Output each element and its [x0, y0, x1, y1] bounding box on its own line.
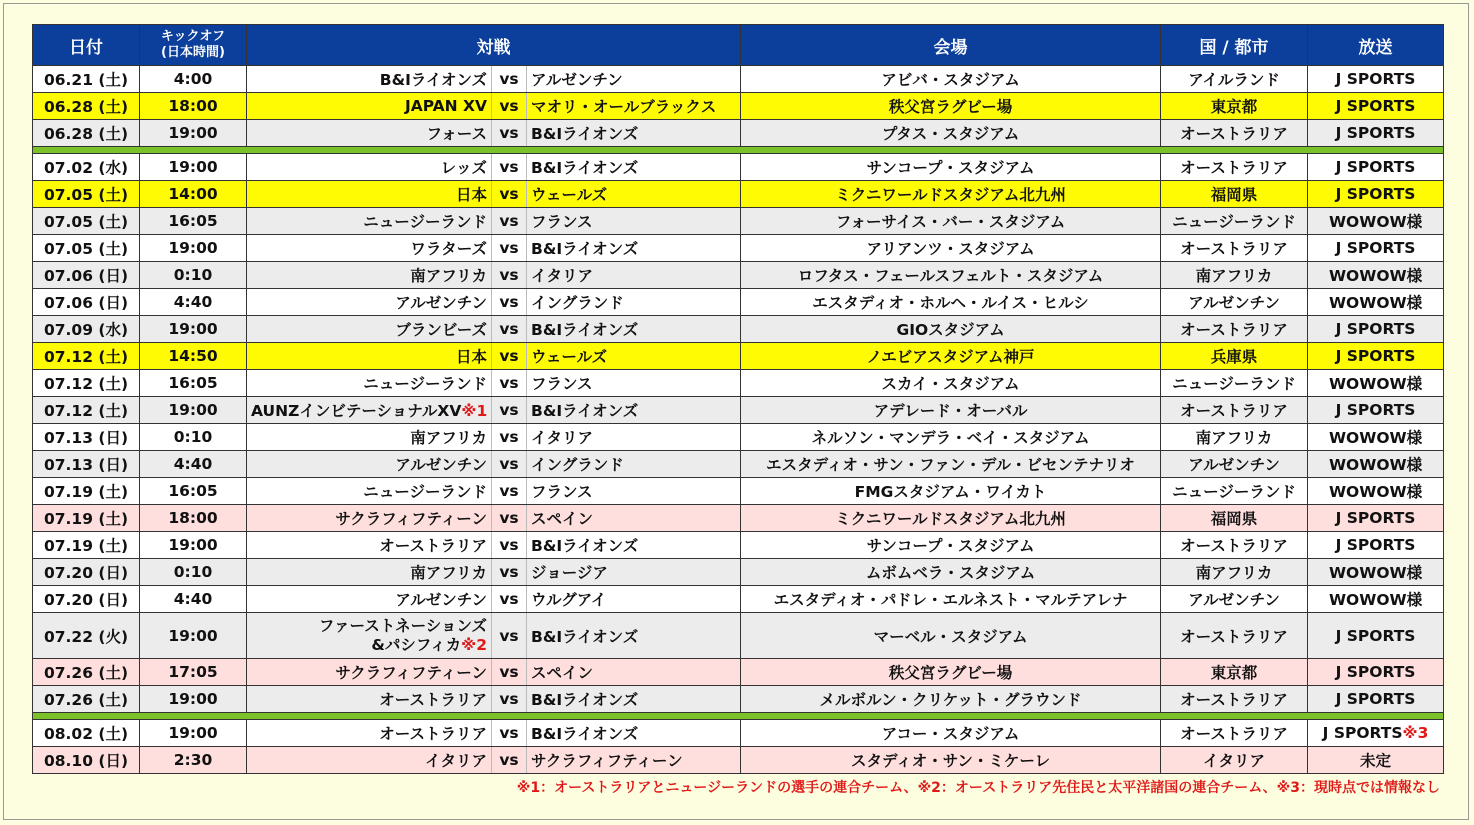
table-row	[33, 343, 1444, 370]
away-team-cell: B&Iライオンズ	[527, 397, 741, 424]
broadcast-cell	[1308, 93, 1444, 120]
broadcast-name: J SPORTS	[1335, 320, 1416, 338]
header-city: 国 / 都市	[1161, 25, 1308, 66]
away-team-cell: ジョージア	[527, 559, 741, 586]
venue-cell: エスタディオ・サン・ファン・デル・ビセンテナリオ	[741, 451, 1161, 478]
vs-label: vs	[492, 262, 527, 289]
table-row	[33, 451, 1444, 478]
broadcast-cell	[1308, 424, 1444, 451]
schedule-body	[33, 66, 1444, 774]
home-team-name: オーストラリア	[379, 537, 487, 555]
kickoff-cell: 0:10	[140, 559, 247, 586]
away-team-cell: B&Iライオンズ	[527, 120, 741, 147]
city-cell: ニュージーランド	[1161, 208, 1308, 235]
kickoff-cell: 17:05	[140, 659, 247, 686]
home-team-name: フォース	[426, 125, 487, 143]
kickoff-cell: 14:50	[140, 343, 247, 370]
vs-label: vs	[492, 343, 527, 370]
vs-label: vs	[492, 397, 527, 424]
date-cell: 07.19 (土)	[33, 478, 140, 505]
broadcast-name: J SPORTS	[1335, 239, 1416, 257]
home-team-cell	[247, 747, 492, 774]
vs-label: vs	[492, 154, 527, 181]
kickoff-cell: 2:30	[140, 747, 247, 774]
city-cell: オーストラリア	[1161, 720, 1308, 747]
city-cell: オーストラリア	[1161, 120, 1308, 147]
venue-cell: マーベル・スタジアム	[741, 613, 1161, 659]
home-team-name: ニュージーランド	[363, 213, 487, 231]
broadcast-name: WOWOW様	[1328, 267, 1423, 285]
home-team-name: 南アフリカ	[410, 267, 487, 285]
city-cell: アルゼンチン	[1161, 289, 1308, 316]
date-cell: 07.02 (水)	[33, 154, 140, 181]
home-team-cell	[247, 181, 492, 208]
away-team-cell: イングランド	[527, 451, 741, 478]
date-cell: 08.02 (土)	[33, 720, 140, 747]
vs-label: vs	[492, 181, 527, 208]
table-row	[33, 505, 1444, 532]
table-row	[33, 720, 1444, 747]
venue-cell: メルボルン・クリケット・グラウンド	[741, 686, 1161, 713]
vs-label: vs	[492, 235, 527, 262]
table-row	[33, 686, 1444, 713]
table-row	[33, 586, 1444, 613]
home-team-cell	[247, 208, 492, 235]
kickoff-cell: 19:00	[140, 120, 247, 147]
broadcast-name: WOWOW様	[1328, 564, 1423, 582]
home-team-cell	[247, 532, 492, 559]
home-team-name: 日本	[455, 348, 487, 366]
vs-label: vs	[492, 208, 527, 235]
away-team-cell: ウェールズ	[527, 343, 741, 370]
home-team-cell	[247, 397, 492, 424]
broadcast-cell	[1308, 532, 1444, 559]
venue-cell: ロフタス・フェールスフェルト・スタジアム	[741, 262, 1161, 289]
kickoff-cell: 16:05	[140, 208, 247, 235]
header-row	[33, 25, 1444, 66]
home-team-name: オーストラリア	[379, 725, 487, 743]
vs-label: vs	[492, 316, 527, 343]
kickoff-cell: 19:00	[140, 154, 247, 181]
broadcast-cell	[1308, 451, 1444, 478]
date-cell: 07.19 (土)	[33, 532, 140, 559]
home-team-name: AUNZインビテーショナルXV	[251, 402, 462, 420]
home-team-name: レッズ	[440, 159, 487, 177]
date-cell: 07.05 (土)	[33, 235, 140, 262]
broadcast-name: J SPORTS	[1335, 158, 1416, 176]
table-row	[33, 289, 1444, 316]
home-team-cell	[247, 154, 492, 181]
broadcast-cell	[1308, 686, 1444, 713]
broadcast-cell	[1308, 235, 1444, 262]
city-cell: オーストラリア	[1161, 686, 1308, 713]
date-cell: 07.13 (日)	[33, 451, 140, 478]
date-cell: 06.21 (土)	[33, 66, 140, 93]
vs-label: vs	[492, 424, 527, 451]
table-row	[33, 181, 1444, 208]
broadcast-cell	[1308, 397, 1444, 424]
table-row	[33, 316, 1444, 343]
broadcast-cell	[1308, 316, 1444, 343]
broadcast-name: WOWOW様	[1328, 591, 1423, 609]
away-team-cell: フランス	[527, 208, 741, 235]
home-team-name: ファーストネーションズ	[318, 616, 487, 635]
header-date: 日付	[33, 25, 140, 66]
venue-cell: スタディオ・サン・ミケーレ	[741, 747, 1161, 774]
away-team-cell: アルゼンチン	[527, 66, 741, 93]
city-cell: アイルランド	[1161, 66, 1308, 93]
header-kickoff-line2: (日本時間)	[161, 45, 225, 60]
vs-label: vs	[492, 505, 527, 532]
home-team-name: 南アフリカ	[410, 429, 487, 447]
city-cell: 南アフリカ	[1161, 262, 1308, 289]
away-team-cell: ウルグアイ	[527, 586, 741, 613]
away-team-cell: ウェールズ	[527, 181, 741, 208]
kickoff-cell: 19:00	[140, 532, 247, 559]
home-team-name: サクラフィフティーン	[335, 510, 487, 528]
home-team-cell	[247, 613, 492, 659]
home-team-name: ニュージーランド	[363, 483, 487, 501]
home-team-cell	[247, 478, 492, 505]
vs-label: vs	[492, 370, 527, 397]
broadcast-name: WOWOW様	[1328, 213, 1423, 231]
venue-cell: スカイ・スタジアム	[741, 370, 1161, 397]
broadcast-name: WOWOW様	[1328, 294, 1423, 312]
block-separator	[33, 147, 1444, 154]
home-team-cell	[247, 316, 492, 343]
broadcast-name: J SPORTS	[1335, 124, 1416, 142]
date-cell: 07.12 (土)	[33, 370, 140, 397]
city-cell: オーストラリア	[1161, 397, 1308, 424]
away-team-cell: B&Iライオンズ	[527, 720, 741, 747]
broadcast-cell	[1308, 181, 1444, 208]
venue-cell: 秩父宮ラグビー場	[741, 659, 1161, 686]
broadcast-name: J SPORTS	[1335, 626, 1416, 645]
venue-cell: フォーサイス・バー・スタジアム	[741, 208, 1161, 235]
separator-cell	[33, 713, 1444, 720]
vs-label: vs	[492, 451, 527, 478]
date-cell: 06.28 (土)	[33, 120, 140, 147]
home-team-name: アルゼンチン	[395, 294, 487, 312]
venue-cell: サンコープ・スタジアム	[741, 154, 1161, 181]
table-row	[33, 66, 1444, 93]
vs-label: vs	[492, 120, 527, 147]
header-kickoff-line1: キックオフ	[160, 29, 226, 44]
broadcast-name: J SPORTS	[1322, 724, 1403, 742]
away-team-cell: B&Iライオンズ	[527, 532, 741, 559]
kickoff-cell: 16:05	[140, 478, 247, 505]
broadcast-name: 未定	[1360, 752, 1392, 770]
venue-cell: アリアンツ・スタジアム	[741, 235, 1161, 262]
footnote-mark: ※1	[461, 402, 488, 420]
date-cell: 07.05 (土)	[33, 208, 140, 235]
home-team-name: 南アフリカ	[410, 564, 487, 582]
kickoff-cell: 19:00	[140, 316, 247, 343]
venue-cell: FMGスタジアム・ワイカト	[741, 478, 1161, 505]
vs-label: vs	[492, 289, 527, 316]
venue-cell: ミクニワールドスタジアム北九州	[741, 505, 1161, 532]
kickoff-cell: 18:00	[140, 93, 247, 120]
city-cell: 東京都	[1161, 659, 1308, 686]
home-team-name: アルゼンチン	[395, 456, 487, 474]
vs-label: vs	[492, 93, 527, 120]
broadcast-cell	[1308, 559, 1444, 586]
home-team-cell	[247, 559, 492, 586]
city-cell: オーストラリア	[1161, 613, 1308, 659]
kickoff-cell: 19:00	[140, 235, 247, 262]
city-cell: 福岡県	[1161, 505, 1308, 532]
venue-cell: ノエビアスタジアム神戸	[741, 343, 1161, 370]
venue-cell: プタス・スタジアム	[741, 120, 1161, 147]
vs-label: vs	[492, 720, 527, 747]
kickoff-cell: 4:40	[140, 451, 247, 478]
table-row	[33, 424, 1444, 451]
away-team-cell: スペイン	[527, 505, 741, 532]
kickoff-cell: 19:00	[140, 613, 247, 659]
table-row	[33, 559, 1444, 586]
footnote-mark: ※3	[1402, 724, 1429, 742]
home-team-cell	[247, 720, 492, 747]
vs-label: vs	[492, 747, 527, 774]
city-cell: アルゼンチン	[1161, 586, 1308, 613]
footnote: ※1：オーストラリアとニュージーランドの選手の連合チーム、※2：オーストラリア先住民と太平洋諸国の連合チーム、※3：現時点では情報なし	[516, 780, 1440, 796]
home-team-cell	[247, 451, 492, 478]
date-cell: 07.09 (水)	[33, 316, 140, 343]
city-cell: 南アフリカ	[1161, 424, 1308, 451]
broadcast-cell	[1308, 659, 1444, 686]
city-cell: アルゼンチン	[1161, 451, 1308, 478]
table-row	[33, 93, 1444, 120]
home-team-name: ワラターズ	[410, 240, 487, 258]
date-cell: 08.10 (日)	[33, 747, 140, 774]
away-team-cell: イタリア	[527, 262, 741, 289]
broadcast-name: J SPORTS	[1335, 663, 1416, 681]
kickoff-cell: 19:00	[140, 397, 247, 424]
kickoff-cell: 0:10	[140, 424, 247, 451]
venue-cell: アビバ・スタジアム	[741, 66, 1161, 93]
home-team-name: B&Iライオンズ	[379, 71, 487, 89]
broadcast-name: WOWOW様	[1328, 375, 1423, 393]
date-cell: 07.26 (土)	[33, 659, 140, 686]
date-cell: 07.12 (土)	[33, 343, 140, 370]
home-team-cell	[247, 370, 492, 397]
city-cell: オーストラリア	[1161, 235, 1308, 262]
broadcast-cell	[1308, 613, 1444, 659]
table-row	[33, 532, 1444, 559]
table-row	[33, 478, 1444, 505]
home-team-cell	[247, 262, 492, 289]
vs-label: vs	[492, 532, 527, 559]
broadcast-cell	[1308, 120, 1444, 147]
city-cell: ニュージーランド	[1161, 370, 1308, 397]
kickoff-cell: 14:00	[140, 181, 247, 208]
home-team-cell	[247, 686, 492, 713]
venue-cell: GIOスタジアム	[741, 316, 1161, 343]
header-broadcast: 放送	[1308, 25, 1444, 66]
home-team-cell	[247, 235, 492, 262]
city-cell: 福岡県	[1161, 181, 1308, 208]
date-cell: 07.20 (日)	[33, 559, 140, 586]
table-row	[33, 613, 1444, 659]
venue-cell: ネルソン・マンデラ・ベイ・スタジアム	[741, 424, 1161, 451]
broadcast-name: J SPORTS	[1335, 70, 1416, 88]
venue-cell: ムボムベラ・スタジアム	[741, 559, 1161, 586]
venue-cell: サンコープ・スタジアム	[741, 532, 1161, 559]
kickoff-cell: 4:40	[140, 586, 247, 613]
city-cell: 南アフリカ	[1161, 559, 1308, 586]
separator-cell	[33, 147, 1444, 154]
table-row	[33, 120, 1444, 147]
broadcast-cell	[1308, 720, 1444, 747]
venue-cell: アデレード・オーバル	[741, 397, 1161, 424]
broadcast-cell	[1308, 154, 1444, 181]
table-row	[33, 235, 1444, 262]
date-cell: 07.19 (土)	[33, 505, 140, 532]
table-row	[33, 659, 1444, 686]
away-team-cell: B&Iライオンズ	[527, 154, 741, 181]
broadcast-name: J SPORTS	[1335, 401, 1416, 419]
venue-cell: エスタディオ・ホルヘ・ルイス・ヒルシ	[741, 289, 1161, 316]
vs-label: vs	[492, 686, 527, 713]
date-cell: 07.13 (日)	[33, 424, 140, 451]
kickoff-cell: 4:40	[140, 289, 247, 316]
city-cell: オーストラリア	[1161, 154, 1308, 181]
home-team-name: オーストラリア	[379, 691, 487, 709]
table-row	[33, 397, 1444, 424]
schedule-table	[32, 24, 1444, 774]
broadcast-cell	[1308, 586, 1444, 613]
broadcast-name: J SPORTS	[1335, 347, 1416, 365]
kickoff-cell: 19:00	[140, 686, 247, 713]
date-cell: 06.28 (土)	[33, 93, 140, 120]
vs-label: vs	[492, 478, 527, 505]
broadcast-cell	[1308, 289, 1444, 316]
away-team-cell: フランス	[527, 370, 741, 397]
kickoff-cell: 0:10	[140, 262, 247, 289]
venue-cell: ミクニワールドスタジアム北九州	[741, 181, 1161, 208]
broadcast-name: J SPORTS	[1335, 97, 1416, 115]
table-row	[33, 370, 1444, 397]
away-team-cell: B&Iライオンズ	[527, 613, 741, 659]
vs-label: vs	[492, 659, 527, 686]
home-team-name: 日本	[455, 186, 487, 204]
broadcast-name: J SPORTS	[1335, 185, 1416, 203]
venue-cell: アコー・スタジアム	[741, 720, 1161, 747]
broadcast-cell	[1308, 343, 1444, 370]
home-team-name: アルゼンチン	[395, 591, 487, 609]
broadcast-cell	[1308, 66, 1444, 93]
away-team-cell: イングランド	[527, 289, 741, 316]
broadcast-name: J SPORTS	[1335, 690, 1416, 708]
date-cell: 07.06 (日)	[33, 262, 140, 289]
venue-cell: エスタディオ・パドレ・エルネスト・マルテアレナ	[741, 586, 1161, 613]
away-team-cell: B&Iライオンズ	[527, 686, 741, 713]
date-cell: 07.05 (土)	[33, 181, 140, 208]
city-cell: オーストラリア	[1161, 532, 1308, 559]
table-row	[33, 262, 1444, 289]
away-team-cell: イタリア	[527, 424, 741, 451]
home-team-cell	[247, 66, 492, 93]
broadcast-name: J SPORTS	[1335, 509, 1416, 527]
home-team-cell	[247, 289, 492, 316]
home-team-cell	[247, 93, 492, 120]
vs-label: vs	[492, 586, 527, 613]
away-team-cell: スペイン	[527, 659, 741, 686]
away-team-cell: サクラフィフティーン	[527, 747, 741, 774]
home-team-cell	[247, 586, 492, 613]
away-team-cell: B&Iライオンズ	[527, 316, 741, 343]
broadcast-cell	[1308, 478, 1444, 505]
date-cell: 07.20 (日)	[33, 586, 140, 613]
kickoff-cell: 16:05	[140, 370, 247, 397]
broadcast-cell	[1308, 370, 1444, 397]
kickoff-cell: 4:00	[140, 66, 247, 93]
header-venue: 会場	[741, 25, 1161, 66]
date-cell: 07.12 (土)	[33, 397, 140, 424]
home-team-name: ブランビーズ	[395, 321, 487, 339]
broadcast-cell	[1308, 505, 1444, 532]
away-team-cell: マオリ・オールブラックス	[527, 93, 741, 120]
home-team-name: サクラフィフティーン	[335, 664, 487, 682]
home-team-cell	[247, 424, 492, 451]
home-team-cell	[247, 659, 492, 686]
header-match: 対戦	[247, 25, 741, 66]
home-team-cell	[247, 120, 492, 147]
vs-label: vs	[492, 613, 527, 659]
city-cell: ニュージーランド	[1161, 478, 1308, 505]
footnote-mark: ※2	[461, 635, 487, 654]
kickoff-cell: 18:00	[140, 505, 247, 532]
date-cell: 07.26 (土)	[33, 686, 140, 713]
broadcast-name: WOWOW様	[1328, 429, 1423, 447]
city-cell: 東京都	[1161, 93, 1308, 120]
broadcast-name: WOWOW様	[1328, 483, 1423, 501]
broadcast-name: J SPORTS	[1335, 536, 1416, 554]
vs-label: vs	[492, 66, 527, 93]
table-row	[33, 208, 1444, 235]
city-cell: 兵庫県	[1161, 343, 1308, 370]
table-row	[33, 154, 1444, 181]
venue-cell: 秩父宮ラグビー場	[741, 93, 1161, 120]
date-cell: 07.06 (日)	[33, 289, 140, 316]
away-team-cell: フランス	[527, 478, 741, 505]
away-team-cell: B&Iライオンズ	[527, 235, 741, 262]
home-team-name-line2: &パシフィカ	[371, 635, 462, 654]
broadcast-name: WOWOW様	[1328, 456, 1423, 474]
vs-label: vs	[492, 559, 527, 586]
home-team-name: イタリア	[424, 752, 487, 770]
home-team-cell	[247, 505, 492, 532]
kickoff-cell: 19:00	[140, 720, 247, 747]
table-row	[33, 747, 1444, 774]
broadcast-cell	[1308, 262, 1444, 289]
city-cell: オーストラリア	[1161, 316, 1308, 343]
block-separator	[33, 713, 1444, 720]
broadcast-cell	[1308, 208, 1444, 235]
header-kickoff	[140, 25, 247, 66]
city-cell: イタリア	[1161, 747, 1308, 774]
home-team-name: JAPAN XV	[404, 97, 487, 115]
date-cell: 07.22 (火)	[33, 613, 140, 659]
broadcast-cell	[1308, 747, 1444, 774]
home-team-name: ニュージーランド	[363, 375, 487, 393]
home-team-cell	[247, 343, 492, 370]
